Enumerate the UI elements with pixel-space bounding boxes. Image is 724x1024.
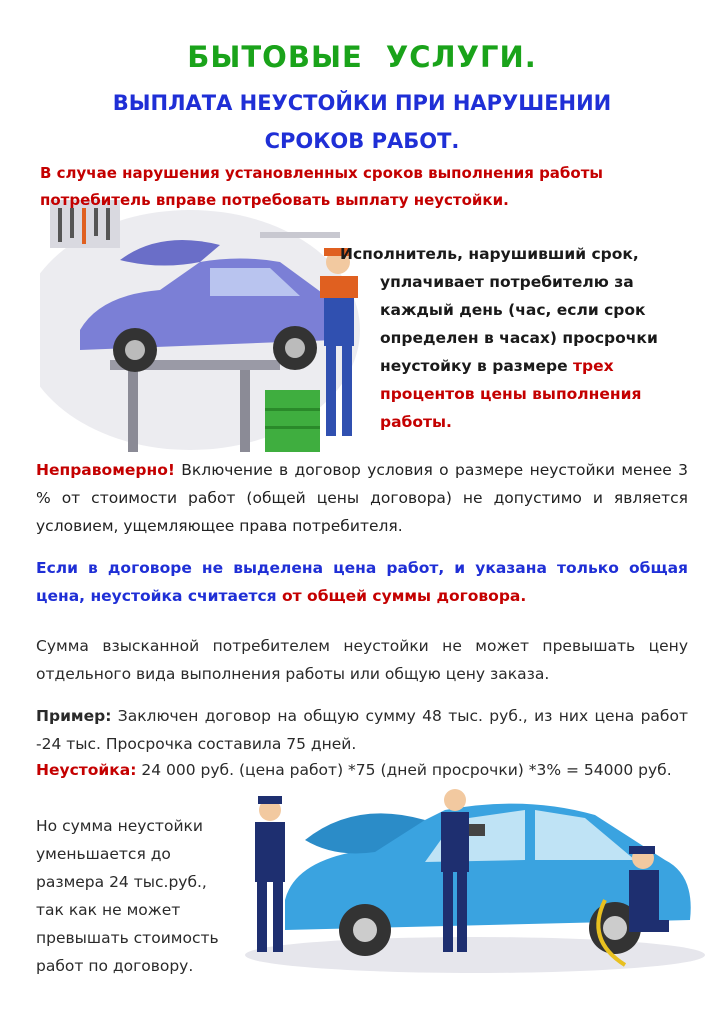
penalty-label: Неустойка: — [36, 761, 137, 779]
limit-paragraph: Сумма взысканной потребителем неустойки не может превышать цену отдельного вида выполнения работы или общую цену заказа. — [36, 637, 688, 683]
unlawful-clause-paragraph — [36, 456, 688, 540]
example-label: Пример: — [36, 707, 112, 725]
total-price-highlight: от общей суммы договора. — [282, 587, 527, 605]
reduction-line: превышать стоимость — [36, 929, 219, 947]
reduction-line: работ по договору. — [36, 957, 194, 975]
reduction-line: размера 24 тыс.руб., — [36, 873, 207, 891]
penalty-text: 24 000 руб. (цена работ) *75 (дней просрочки) *3% = 54000 руб. — [136, 761, 672, 779]
sidebox-line — [340, 352, 690, 380]
sidebox-highlight: трех — [572, 357, 614, 375]
total-price-text: Если в договоре не выделена цена работ, и указана только общая цена, неустойка считается — [36, 559, 688, 605]
reduction-note — [36, 812, 266, 980]
page-subtitle — [0, 84, 724, 160]
sidebox-highlight: процентов цены выполнения — [380, 385, 642, 403]
sidebox-line: Исполнитель, нарушивший срок, — [340, 245, 639, 263]
example-paragraph — [36, 702, 688, 758]
unlawful-text: Включение в договор условия о размере неустойки менее 3 % от стоимости работ (общей цены договора) не допустимо и является условием, ущемляющее права потребителя. — [36, 461, 688, 535]
page-title: БЫТОВЫЕ УСЛУГИ. — [187, 40, 537, 74]
reduction-line: Но сумма неустойки — [36, 817, 203, 835]
sidebox-line: определен в часах) просрочки — [380, 329, 658, 347]
sidebox-line: уплачивает потребителю за — [380, 273, 634, 291]
car-repair-team-illustration — [225, 780, 715, 980]
reduction-line: уменьшается до — [36, 845, 171, 863]
unlawful-label: Неправомерно! — [36, 461, 175, 479]
example-text: Заключен договор на общую сумму 48 тыс. руб., из них цена работ -24 тыс. Просрочка составила 75 дней. — [36, 707, 688, 753]
intro-text: В случае нарушения установленных сроков выполнения работы потребитель вправе потребовать выплату неустойки. — [40, 164, 603, 209]
contractor-obligation-text — [340, 240, 690, 436]
subtitle-line-2: СРОКОВ РАБОТ. — [264, 129, 460, 153]
sidebox-highlight: работы. — [380, 413, 452, 431]
car-on-lift-illustration — [40, 200, 370, 460]
sidebox-line: каждый день (час, если срок — [380, 301, 646, 319]
total-price-paragraph — [36, 554, 688, 610]
reduction-line: так как не может — [36, 901, 181, 919]
subtitle-line-1: ВЫПЛАТА НЕУСТОЙКИ ПРИ НАРУШЕНИИ — [112, 91, 612, 115]
sidebox-text: неустойку в размере — [380, 357, 573, 375]
